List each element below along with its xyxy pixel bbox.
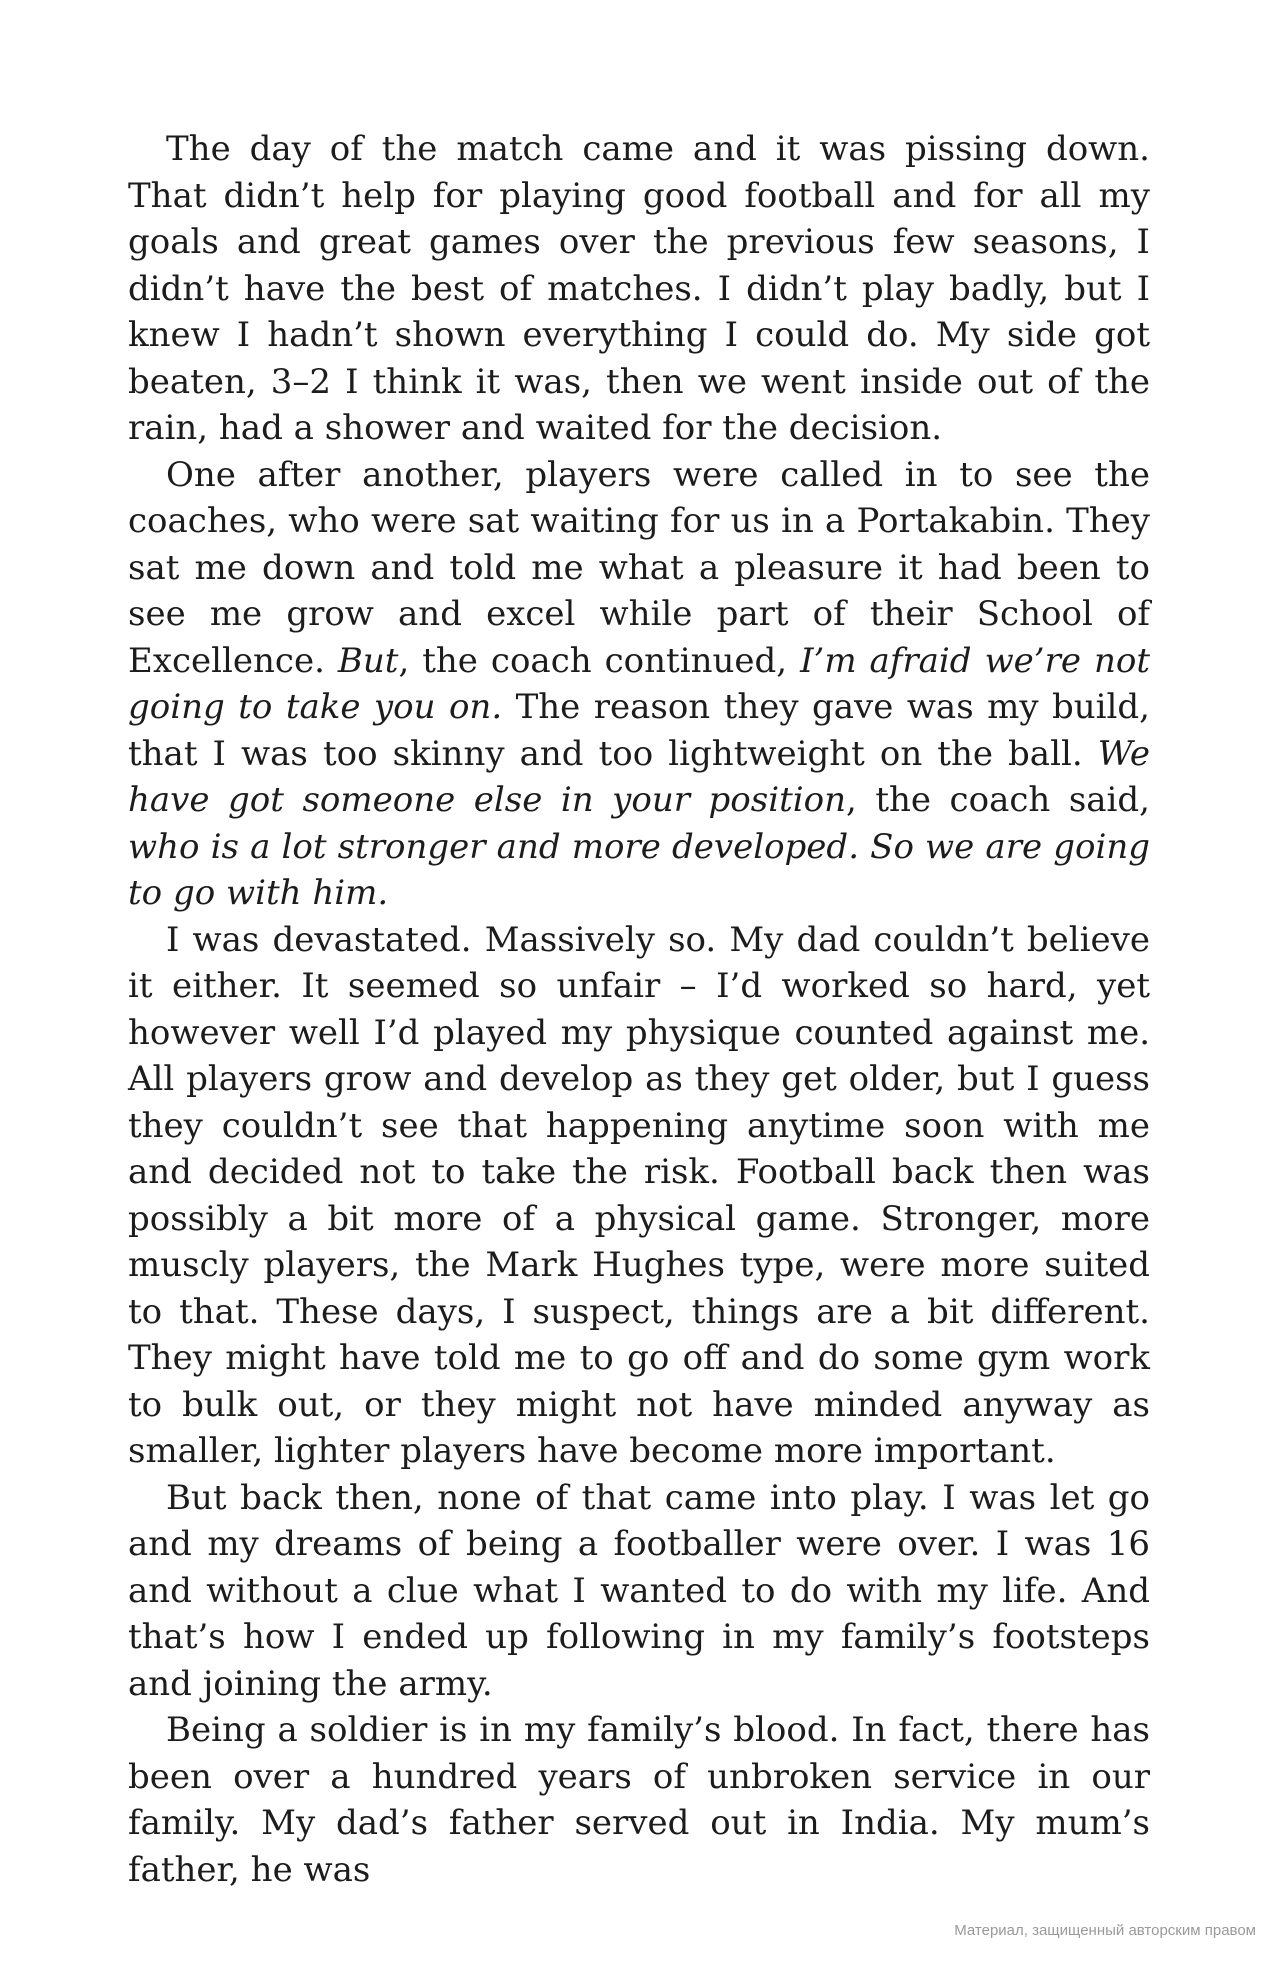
paragraph-text: , the coach said, (846, 780, 1150, 820)
paragraph-text: Being a soldier is in my family’s blood. In fact, there has been over a hundred years of unbroken service in our family. My dad’s father served out in India. My mum’s father, he was (128, 1710, 1150, 1890)
paragraph-let-go (128, 1475, 1150, 1708)
quoted-speech: But (337, 640, 399, 681)
paragraph-text: , the coach continued, (398, 640, 801, 681)
paragraph-text: One after another, players were called in to see the coaches, who were sat waiting for us in a Portakabin. They sat me down and told me what a pleasure it had been to see me grow and excel while part of their School of Excellence. (128, 454, 1150, 681)
quoted-speech: who is a lot stronger and more developed. So we are going to go with him. (128, 826, 1150, 913)
paragraph-text: The day of the match came and it was pissing down. That didn’t help for playing good football and for all my goals and great games over the previous few seasons, I didn’t have the best of matches. I didn’t play badly, but I knew I hadn’t shown everything I could do. My side got beaten, 3–2 I think it was, then we went inside out of the rain, had a shower and waited for the decision. (128, 129, 1150, 448)
paragraph-coaches-decision (128, 452, 1150, 917)
page-body (128, 126, 1150, 1893)
paragraph-match-day (128, 126, 1150, 452)
paragraph-family-service (128, 1707, 1150, 1893)
quoted-speech: I’m afraid we’re not going to take you on. (128, 640, 1150, 727)
paragraph-text: The reason they gave was my build, that I was too skinny and too lightweight on the ball. (128, 687, 1150, 774)
quoted-speech: We have got someone else in your position (128, 733, 1150, 820)
paragraph-text: I was devastated. Massively so. My dad couldn’t believe it either. It seemed so unfair – I’d worked so hard, yet however well I’d played my physique counted against me. All players grow and develop as they get older, but I guess they couldn’t see that happening anytime soon with me and decided not to take the risk. Football back then was possibly a bit more of a physical game. Stronger, more muscly players, the Mark Hughes type, were more suited to that. These days, I suspect, things are a bit different. They might have told me to go off and do some gym work to bulk out, or they might not have minded anyway as smaller, lighter players have become more important. (128, 919, 1150, 1471)
copyright-watermark: Материал, защищенный авторским правом (954, 1922, 1256, 1939)
paragraph-text: But back then, none of that came into play. I was let go and my dreams of being a footballer were over. I was 16 and without a clue what I wanted to do with my life. And that’s how I ended up following in my family’s footsteps and joining the army. (128, 1477, 1150, 1704)
paragraph-devastated (128, 917, 1150, 1475)
